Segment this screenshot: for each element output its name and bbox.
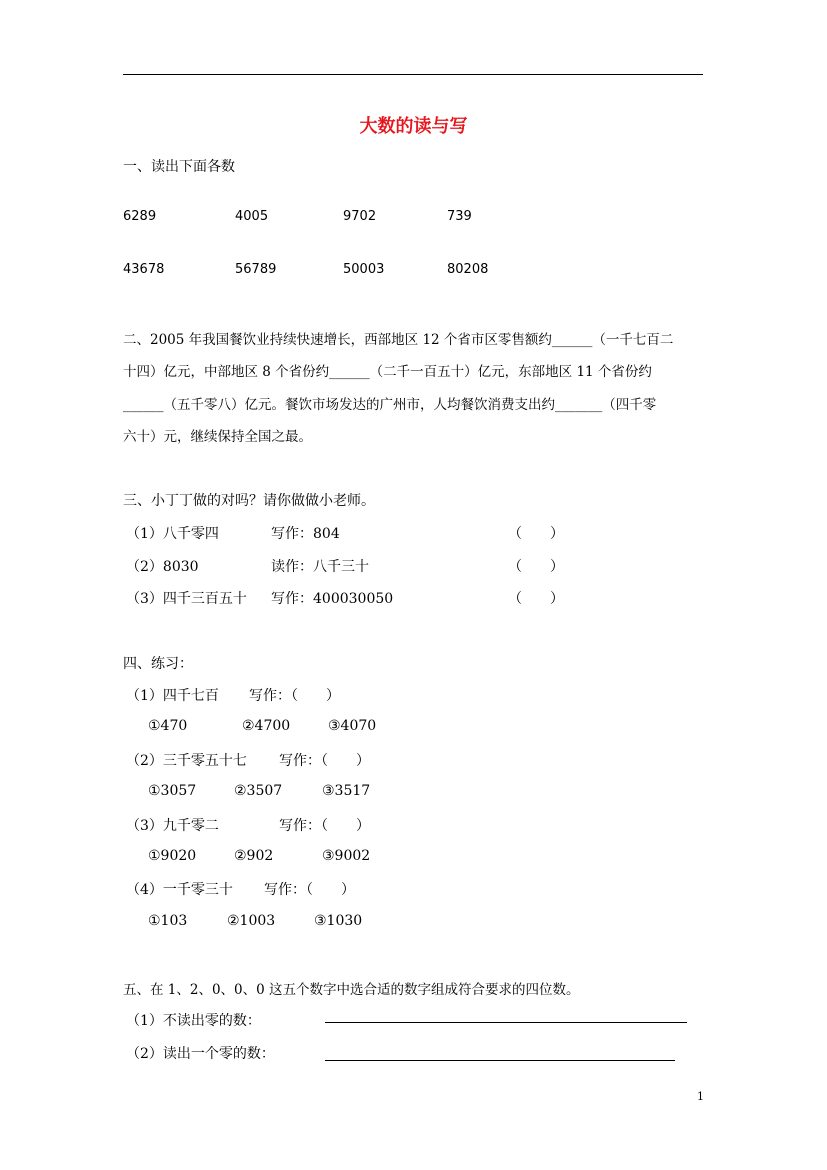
option: ③4070 (328, 718, 377, 734)
option: ②902 (234, 848, 274, 864)
check-answer: 读作：八千三十 (271, 559, 369, 575)
page-number: 1 (697, 1090, 704, 1103)
option: ②3507 (234, 783, 283, 799)
section-4-heading: 四、练习： (123, 656, 193, 672)
option: ③3517 (322, 783, 371, 799)
option: ①103 (148, 913, 188, 929)
number-item: 43678 (123, 262, 165, 277)
fill-question: （2）读出一个零的数： (126, 1046, 275, 1062)
number-item: 50003 (343, 262, 385, 277)
check-question: （2）8030 (126, 559, 199, 575)
check-mark: （ ） (508, 591, 564, 607)
number-item: 6289 (123, 209, 157, 224)
fill-question: （1）不读出零的数： (126, 1013, 261, 1029)
check-mark: （ ） (508, 559, 564, 575)
header-rule (123, 74, 703, 75)
answer-line[interactable] (325, 1060, 675, 1061)
number-item: 80208 (447, 262, 489, 277)
page-title: 大数的读与写 (359, 116, 468, 137)
section-2-line: 二、2005 年我国餐饮业持续快速增长，西部地区 12 个省市区零售额约______（一千七百二 (123, 332, 674, 348)
check-mark: （ ） (508, 526, 564, 542)
exercise-answer: 写作：（ ） (279, 818, 370, 834)
exercise-question: （4）一千零三十 (126, 882, 233, 898)
exercise-answer: 写作：（ ） (249, 688, 340, 704)
exercise-question: （2）三千零五十七 (126, 753, 247, 769)
number-item: 4005 (235, 209, 269, 224)
check-question: （3）四千三百五十 (126, 591, 247, 607)
option: ③1030 (314, 913, 363, 929)
option: ③9002 (322, 848, 371, 864)
exercise-answer: 写作：（ ） (279, 753, 370, 769)
option: ①3057 (148, 783, 197, 799)
section-2-line: 六十）元，继续保持全国之最。 (123, 429, 312, 445)
option: ②1003 (227, 913, 276, 929)
exercise-question: （3）九千零二 (126, 818, 219, 834)
option: ①470 (148, 718, 188, 734)
section-2-line: 十四）亿元，中部地区 8 个省份约______（二千一百五十）亿元，东部地区 11 个省份约 (123, 364, 652, 380)
exercise-question: （1）四千七百 (126, 688, 219, 704)
check-answer: 写作：804 (271, 526, 340, 542)
section-3-heading: 三、小丁丁做的对吗？请你做做小老师。 (123, 493, 375, 509)
exercise-answer: 写作：（ ） (264, 882, 355, 898)
check-question: （1）八千零四 (126, 526, 219, 542)
number-item: 9702 (343, 209, 377, 224)
answer-line[interactable] (325, 1022, 687, 1023)
number-item: 739 (447, 209, 472, 224)
number-item: 56789 (235, 262, 277, 277)
option: ②4700 (242, 718, 291, 734)
section-1-heading: 一、读出下面各数 (123, 159, 235, 175)
option: ①9020 (148, 848, 197, 864)
section-2-line: ______（五千零八）亿元。餐饮市场发达的广州市，人均餐饮消费支出约_______（四千零 (123, 397, 657, 413)
check-answer: 写作：400030050 (271, 591, 394, 607)
section-5-heading: 五、在 1、2、0、0、0 这五个数字中选合适的数字组成符合要求的四位数。 (123, 982, 580, 998)
